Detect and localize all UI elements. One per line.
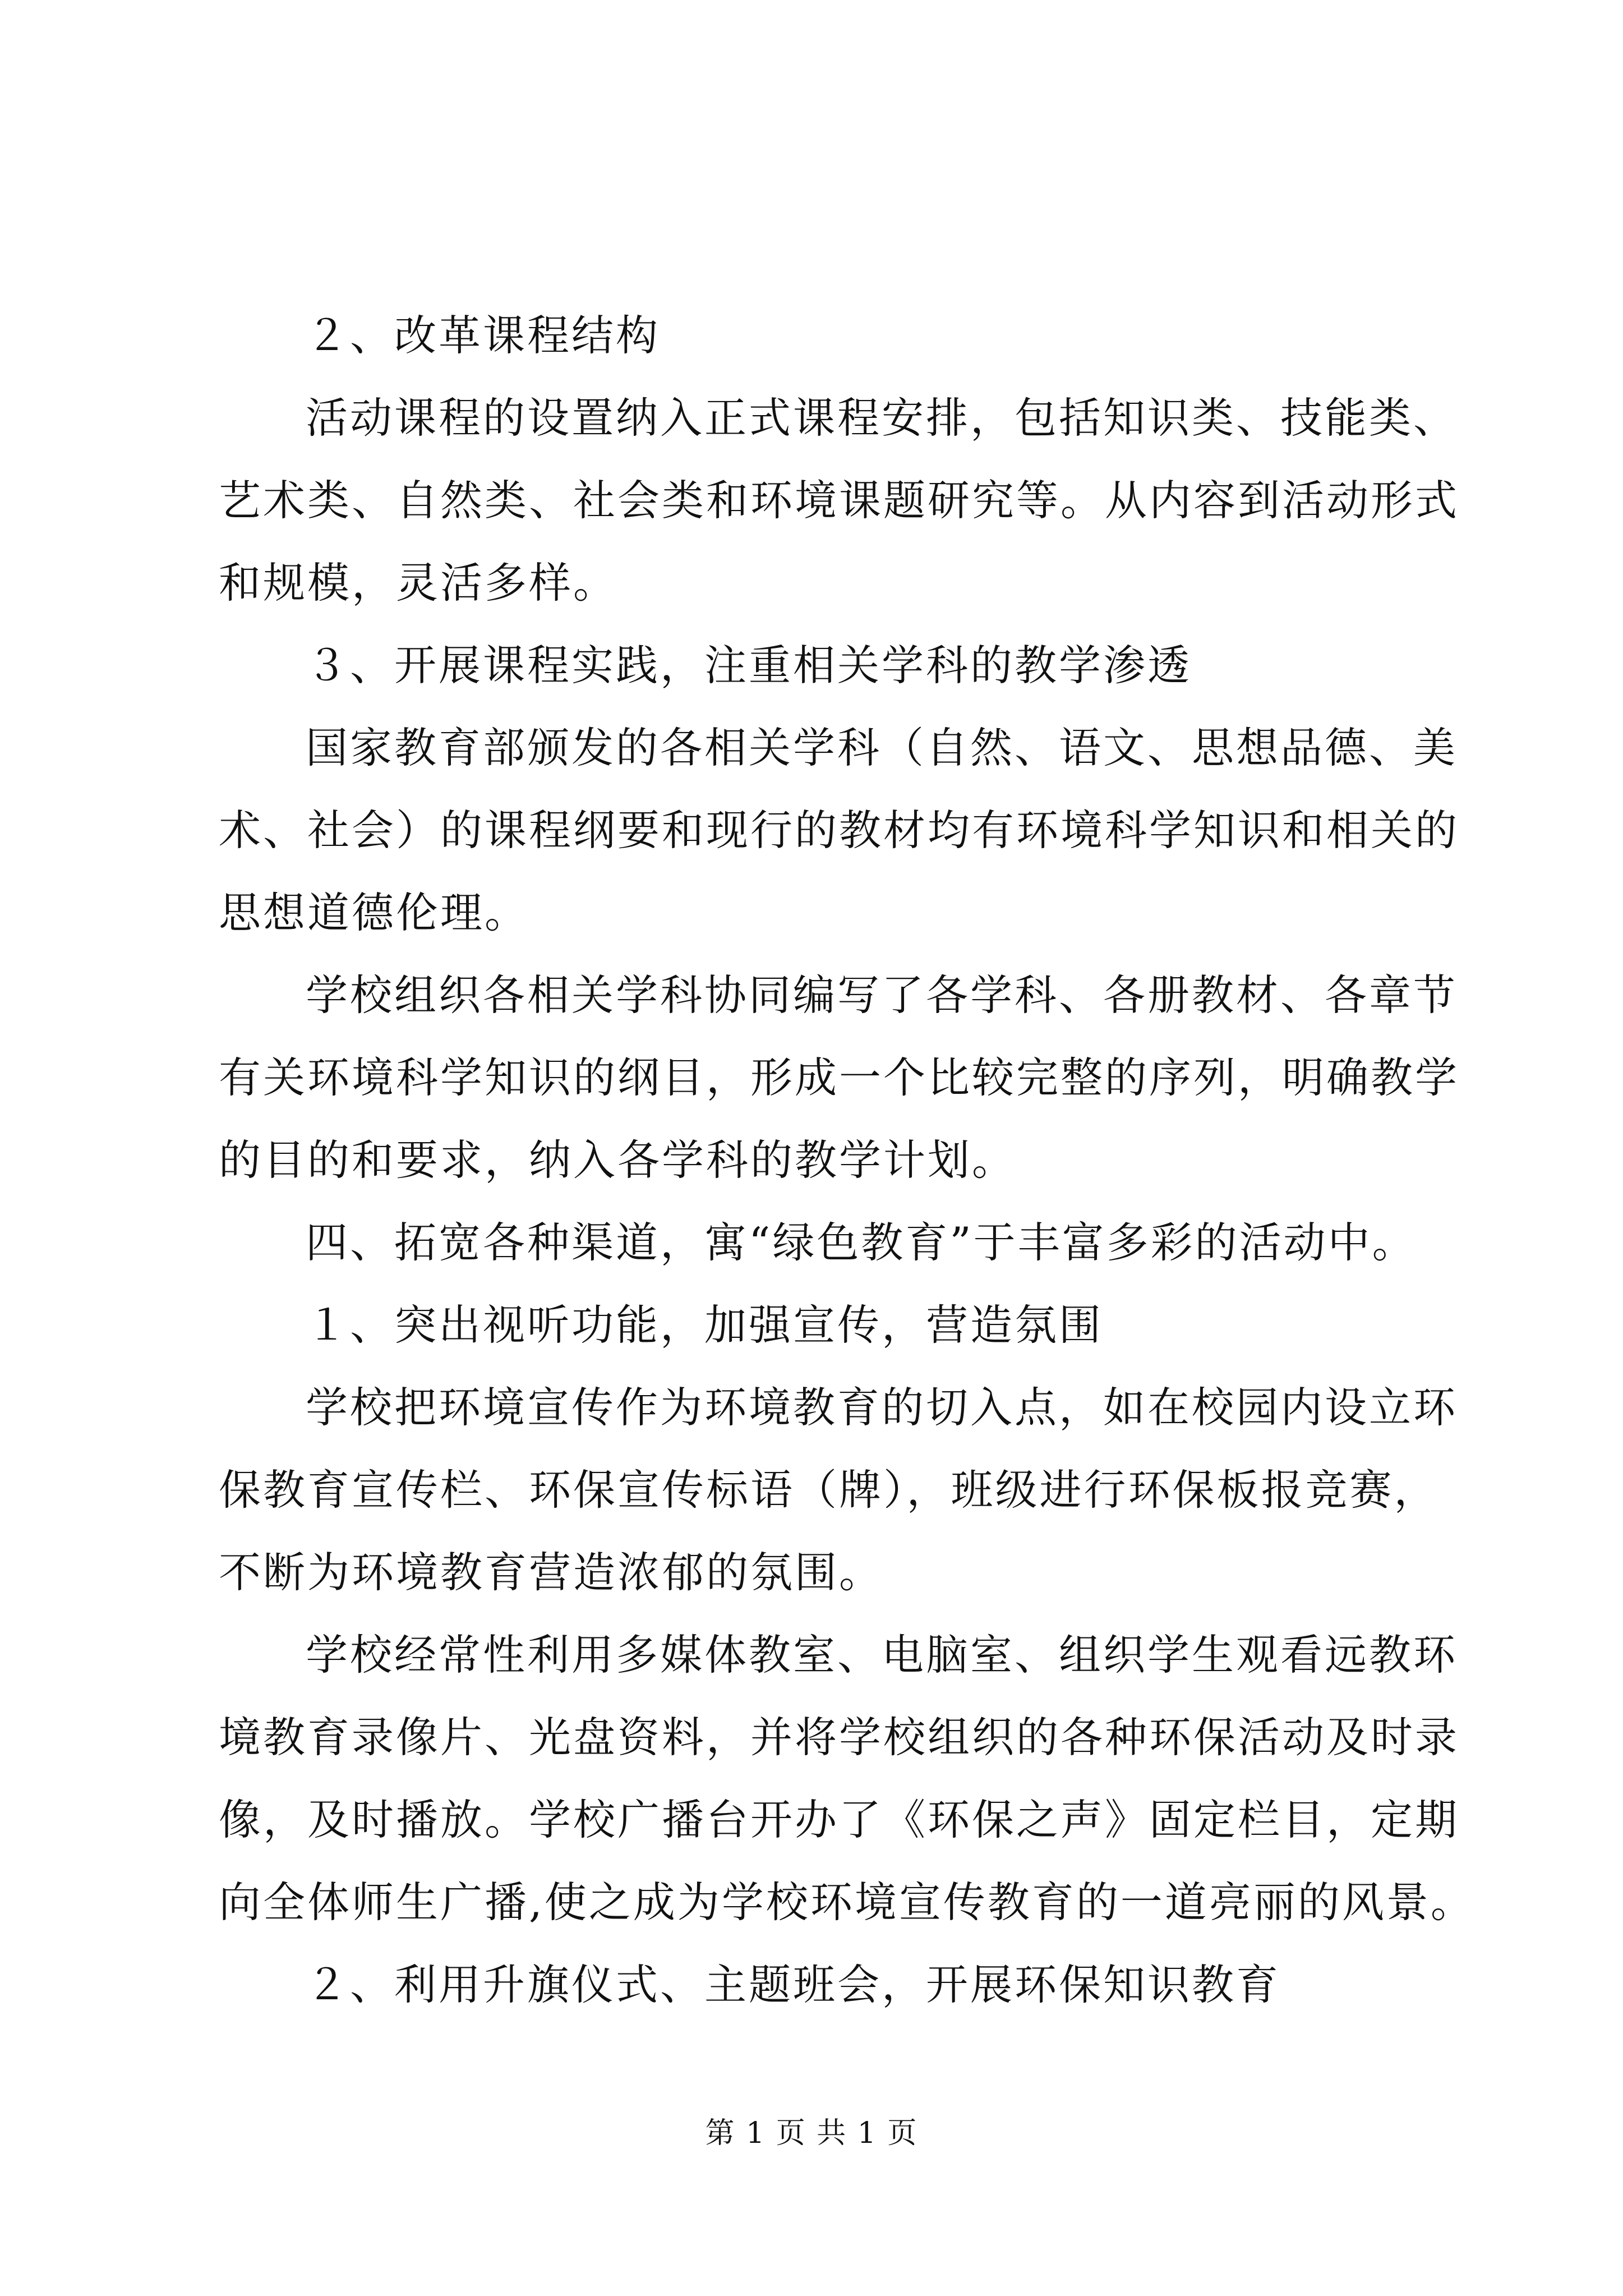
paragraph-line: 不断为环境教育营造浓郁的氛围。 bbox=[219, 1548, 884, 1597]
paragraph-line: 艺术类、自然类、社会类和环境课题研究等。从内容到活动形式 bbox=[219, 476, 1460, 525]
paragraph-line: 术、社会）的课程纲要和现行的教材均有环境科学知识和相关的 bbox=[219, 806, 1460, 855]
paragraph-line: 有关环境科学知识的纲目，形成一个比较完整的序列，明确教学 bbox=[219, 1053, 1460, 1102]
subsection-heading-1: １、突出视听功能，加强宣传，营造氛围 bbox=[306, 1300, 1104, 1350]
paragraph-line: 像，及时播放。学校广播台开办了《环保之声》固定栏目，定期 bbox=[219, 1795, 1460, 1844]
paragraph-line: 学校组织各相关学科协同编写了各学科、各册教材、各章节 bbox=[306, 970, 1458, 1020]
paragraph-line: 和规模，灵活多样。 bbox=[219, 558, 618, 608]
paragraph-line: 学校经常性利用多媒体教室、电脑室、组织学生观看远教环 bbox=[306, 1630, 1458, 1680]
section-heading-2: ２、改革课程结构 bbox=[306, 311, 661, 360]
paragraph-line: 国家教育部颁发的各相关学科（自然、语文、思想品德、美 bbox=[306, 723, 1458, 772]
paragraph-line: 学校把环境宣传作为环境教育的切入点，如在校园内设立环 bbox=[306, 1383, 1458, 1432]
paragraph-line: 活动课程的设置纳入正式课程安排，包括知识类、技能类、 bbox=[306, 393, 1458, 443]
paragraph-line: 思想道德伦理。 bbox=[219, 888, 529, 937]
section-heading-4: 四、拓宽各种渠道，寓“绿色教育”于丰富多彩的活动中。 bbox=[306, 1218, 1417, 1267]
subsection-heading-2: ２、利用升旗仪式、主题班会，开展环保知识教育 bbox=[306, 1960, 1281, 2009]
section-heading-3: ３、开展课程实践，注重相关学科的教学渗透 bbox=[306, 641, 1192, 690]
page-footer: 第 1 页 共 1 页 bbox=[705, 2116, 918, 2150]
paragraph-line: 向全体师生广播,使之成为学校环境宣传教育的一道亮丽的风景。 bbox=[219, 1878, 1475, 1927]
paragraph-line: 境教育录像片、光盘资料，并将学校组织的各种环保活动及时录 bbox=[219, 1713, 1460, 1762]
paragraph-line: 保教育宣传栏、环保宣传标语（牌），班级进行环保板报竞赛， bbox=[219, 1465, 1438, 1515]
paragraph-line: 的目的和要求，纳入各学科的教学计划。 bbox=[219, 1135, 1017, 1185]
